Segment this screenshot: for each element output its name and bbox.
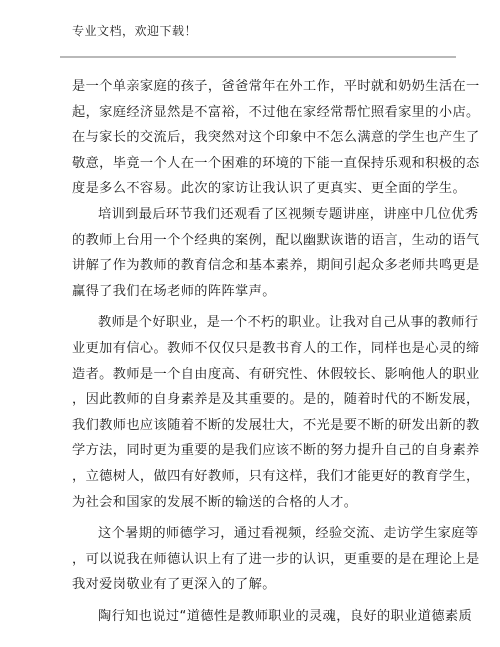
text-line: 度是多么不容易。此次的家访让我认识了更真实、更全面的学生。 — [72, 181, 467, 197]
text-line: 我对爱岗敬业有了更深入的了解。 — [72, 577, 276, 593]
text-line: 在与家长的交流后，我突然对这个印象中不怎么满意的学生也产生了 — [72, 130, 480, 146]
text-line: 讲解了作为教师的教育信念和基本素养，期间引起众多老师共鸣更是 — [72, 258, 480, 274]
text-line: 赢得了我们在场老师的阵阵掌声。 — [72, 283, 276, 299]
text-line: 教师是个好职业，是一个不朽的职业。让我对自己从事的教师行 — [98, 315, 479, 331]
text-line: 起，家庭经济显然是不富裕，不过他在家经常帮忙照看家里的小店。 — [72, 104, 480, 120]
text-line: 学方法，同时更为重要的是我们应该不断的努力提升自己的自身素养 — [72, 443, 480, 459]
text-line: 是一个单亲家庭的孩子，爸爸常年在外工作，平时就和奶奶生活在一 — [72, 79, 480, 94]
document-body — [72, 74, 480, 635]
text-line: 业更加有信心。教师不仅仅只是教书育人的工作，同样也是心灵的缔 — [72, 340, 480, 356]
paragraph-1 — [72, 74, 480, 202]
text-line: 敬意，毕竟一个人在一个困难的环境的下能一直保持乐观和积极的态 — [72, 155, 480, 171]
text-line: 的教师上台用一个个经典的案例，配以幽默诙谐的语言，生动的语气 — [72, 232, 480, 248]
text-line: 陶行知也说过“道德性是教师职业的灵魂，良好的职业道德素质 — [98, 608, 473, 624]
paragraph-2 — [72, 202, 480, 304]
text-line: 造者。教师是一个自由度高、有研究性、休假较长、影响他人的职业 — [72, 366, 480, 382]
text-line: 这个暑期的师德学习，通过看视频，经验交流、走访学生家庭等 — [98, 526, 479, 542]
text-line: ，可以说我在师德认识上有了进一步的认识，更重要的是在理论上是 — [72, 551, 480, 567]
page-header: 专业文档，欢迎下载！ — [72, 24, 198, 38]
text-line: ，立德树人，做四有好教师，只有这样，我们才能更好的教育学生， — [72, 468, 480, 484]
text-line: ，因此教师的自身素养是及其重要的。是的，随着时代的不断发展， — [72, 392, 480, 408]
paragraph-3 — [72, 310, 480, 515]
paragraph-4 — [72, 521, 480, 598]
text-line: 我们教师也应该随着不断的发展壮大，不光是要不断的研发出新的教 — [72, 417, 480, 433]
text-line: 培训到最后环节我们还观看了区视频专题讲座，讲座中几位优秀 — [98, 206, 479, 222]
text-line: 为社会和国家的发展不断的输送的合格的人才。 — [72, 494, 358, 510]
paragraph-5 — [72, 604, 473, 630]
header-divider — [60, 56, 456, 58]
